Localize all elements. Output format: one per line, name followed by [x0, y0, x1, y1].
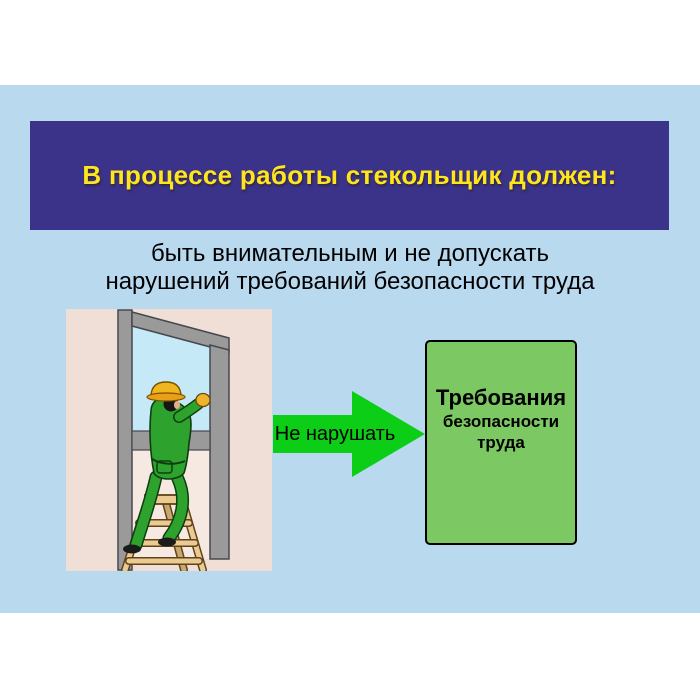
- title-banner: [30, 121, 669, 230]
- req-box-line-2: безопасности: [442, 412, 560, 431]
- req-box-line-3: труда: [477, 433, 525, 452]
- slide-canvas: [0, 85, 700, 613]
- req-box-line-1: Требования: [435, 385, 567, 410]
- arrow-label: Не нарушать: [274, 422, 396, 445]
- worker-helmet-brim: [147, 393, 185, 401]
- worker-face: [174, 401, 180, 409]
- worker-left-shoe: [123, 545, 141, 554]
- requirements-box: [425, 340, 577, 545]
- subtitle-text: [0, 240, 700, 296]
- glazier-illustration-svg: [66, 309, 272, 571]
- worker-right-shoe: [158, 538, 176, 547]
- worker-glove: [196, 394, 210, 407]
- subtitle-line-1: быть внимательным и не допускать: [150, 240, 550, 267]
- frame-left-post: [118, 310, 132, 570]
- slide-title: В процессе работы стекольщик должен:: [82, 160, 617, 190]
- not-violate-arrow: [270, 388, 428, 480]
- glazier-illustration: [66, 309, 272, 571]
- frame-right-post: [210, 345, 229, 559]
- subtitle-line-2: нарушений требований безопасности труда: [105, 268, 595, 295]
